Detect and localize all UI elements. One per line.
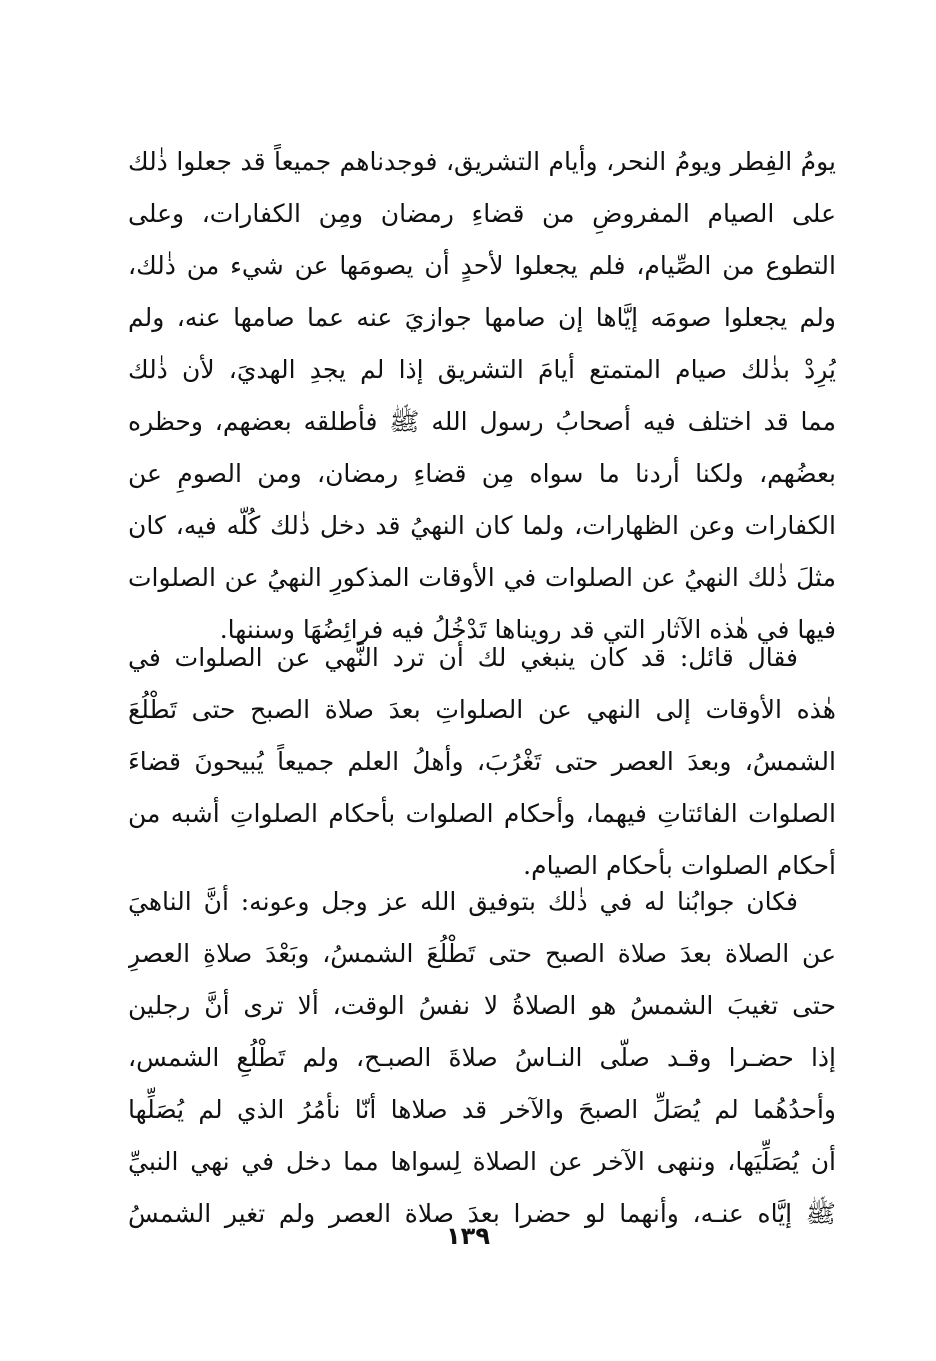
text-line: التطوع من الصِّيام، فلم يجعلوا لأحدٍ أن يصومَها عن شيء من ذٰلك،: [128, 251, 836, 280]
text-line: وأحدُهُما لم يُصَلِّ الصبحَ والآخر قد صلاها أنّا نأمُرُ الذي لم يُصَلِّها: [128, 1095, 836, 1124]
text-line: فيها في هٰذه الآثار التي قد رويناها تَدْخُلُ فيه فرائِضُهَا وسننها.: [219, 615, 836, 644]
text-line: عن الصلاة بعدَ صلاة الصبح حتى تَطْلُعَ الشمسُ، وبَعْدَ صلاةِ العصرِ: [128, 939, 836, 968]
text-line: مثلَ ذٰلك النهيُ عن الصلوات في الأوقات المذكورِ النهيُ عن الصلوات: [128, 563, 836, 592]
text-line: يومُ الفِطر ويومُ النحر، وأيام التشريق، فوجدناهم جميعاً قد جعلوا ذٰلك: [128, 147, 836, 176]
text-line: ولم يجعلوا صومَه إيَّاها إن صامها جوازيَ عنه عما صامها عنه، ولم: [128, 303, 836, 332]
text-line: أحكام الصلوات بأحكام الصيام.: [523, 851, 836, 880]
paragraph-3: [128, 876, 836, 1240]
paragraph-2: [128, 632, 836, 892]
text-line: حتى تغيبَ الشمسُ هو الصلاةُ لا نفسُ الوقت، ألا ترى أنَّ رجلين: [128, 991, 836, 1020]
text-line: مما قد اختلف فيه أصحابُ رسول الله ﷺ فأطلقه بعضهم، وحظره: [128, 407, 836, 436]
text-line: هٰذه الأوقات إلى النهي عن الصلواتِ بعدَ صلاة الصبح حتى تَطْلُعَ: [128, 695, 836, 724]
text-line: أن يُصَلِّيَها، وننهى الآخر عن الصلاة لِسواها مما دخل في نهي النبيِّ: [128, 1147, 836, 1176]
text-line: فقال قائل: قد كان ينبغي لك أن ترد النَّهي عن الصلوات في: [128, 643, 798, 672]
text-line: بعضُهم، ولكنا أردنا ما سواه مِن قضاءِ رمضان، ومن الصومِ عن: [128, 459, 836, 488]
text-line: ﷺ إيَّاه عنـه، وأنهما لو حضرا بعدَ صلاة العصر ولم تغير الشمسُ: [128, 1199, 836, 1228]
paragraph-1: [128, 136, 836, 656]
text-line: يُرِدْ بذٰلك صيام المتمتع أيامَ التشريق إذا لم يجدِ الهديَ، لأن ذٰلك: [128, 355, 836, 384]
text-line: الكفارات وعن الظهارات، ولما كان النهيُ قد دخل ذٰلك كُلّه فيه، كان: [128, 511, 836, 540]
text-line: على الصيام المفروضِ من قضاءِ رمضان ومِن الكفارات، وعلى: [128, 199, 836, 228]
page-number: ١٣٩: [446, 1222, 490, 1250]
text-line: الصلوات الفائتاتِ فيهما، وأحكام الصلوات بأحكام الصلواتِ أشبه من: [128, 799, 836, 828]
text-line: فكان جوابُنا له في ذٰلك بتوفيق الله عز وجل وعونه: أنَّ الناهيَ: [128, 887, 798, 916]
text-line: إذا حضـرا وقـد صلّى النـاسُ صلاةَ الصبـح، ولم تَطْلُعِ الشمس،: [128, 1043, 836, 1072]
text-line: الشمسُ، وبعدَ العصر حتى تَغْرُبَ، وأهلُ العلم جميعاً يُبيحونَ قضاءَ: [128, 747, 836, 776]
